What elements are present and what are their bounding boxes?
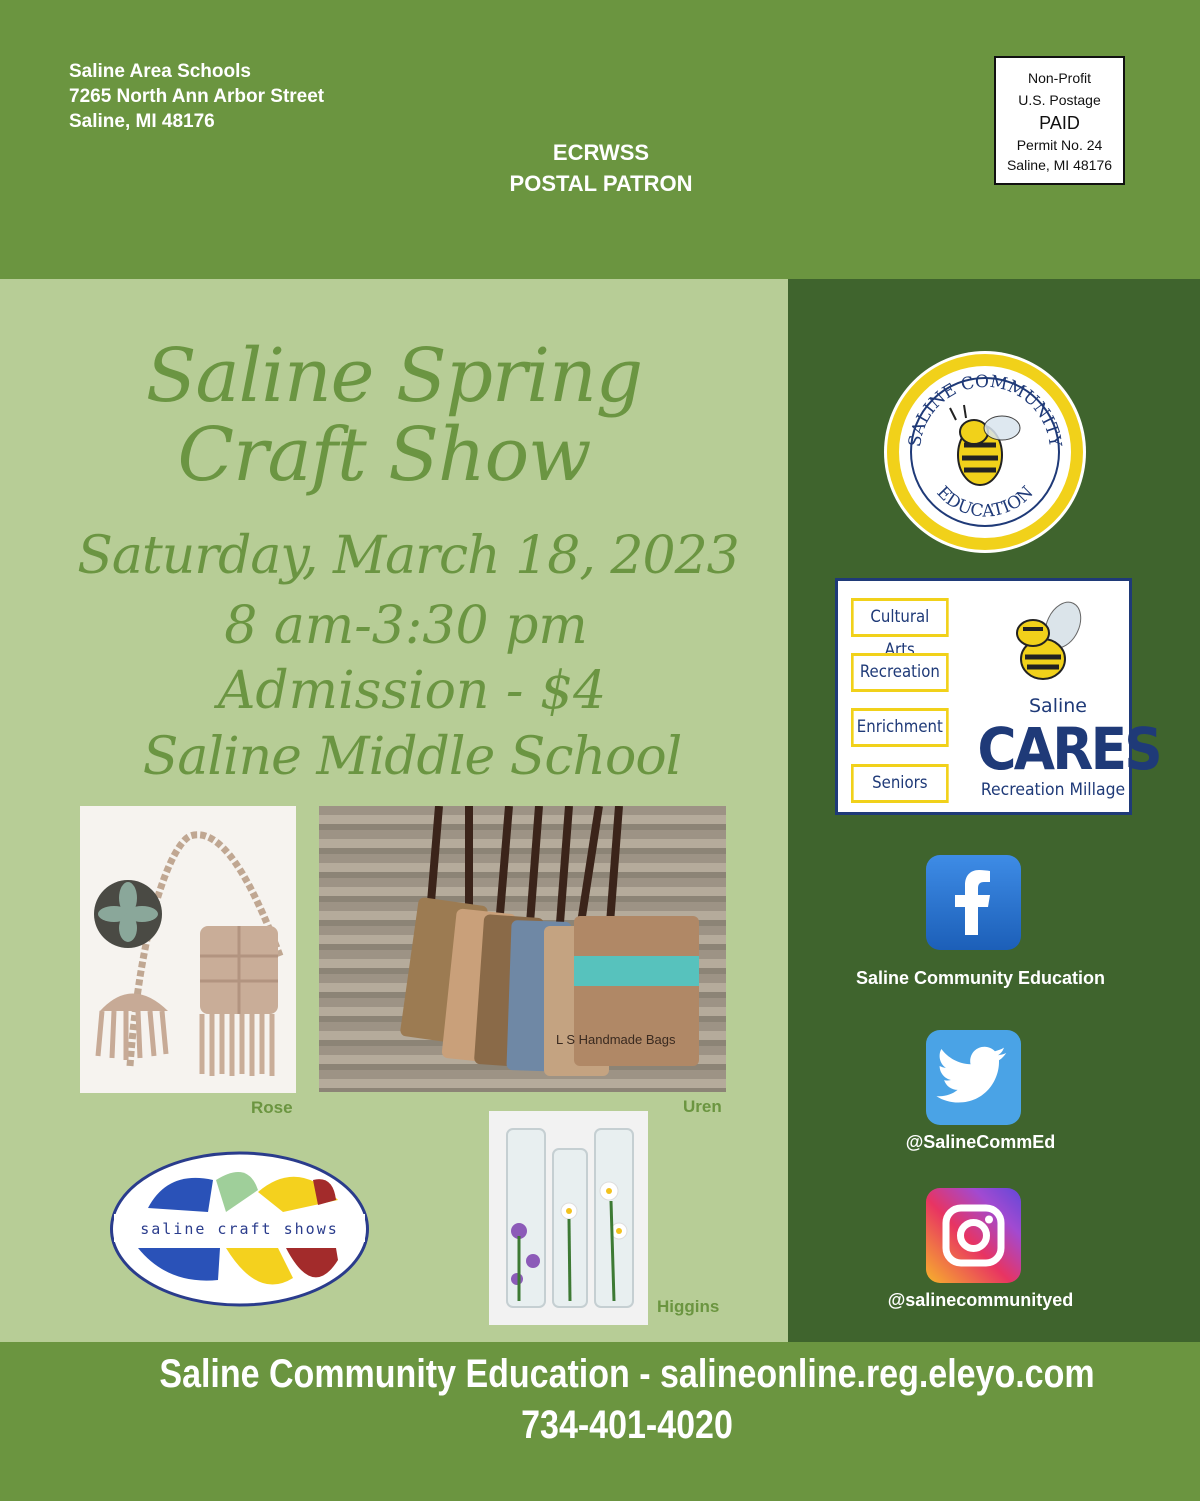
return-address [69, 59, 324, 134]
saline-cares-logo [835, 578, 1160, 815]
uren-watermark: L S Handmade Bags [556, 1032, 676, 1047]
cares-millage-label: Recreation Millage [980, 780, 1126, 800]
postage-line1: Non-Profit [1027, 70, 1092, 86]
seal-bottom-text: EDUCATION [932, 482, 1038, 522]
painted-vases-photo [489, 1111, 648, 1325]
postage-paid: PAID [1039, 113, 1080, 133]
cares-pill-enrichment: Enrichment [851, 708, 949, 747]
event-title-line1: Saline Spring [145, 333, 643, 419]
cares-pill-seniors: Seniors [851, 764, 949, 803]
instagram-icon[interactable] [926, 1188, 1021, 1283]
ecrwss-block [480, 137, 722, 199]
rose-caption: Rose [251, 1098, 293, 1117]
craft-shows-text: saline craft shows [140, 1220, 339, 1238]
cares-pill-cultural-arts: Cultural Arts [851, 598, 949, 637]
ecrwss-label: ECRWSS [552, 140, 650, 165]
community-education-seal [880, 350, 1090, 555]
macrame-bags-photo [80, 806, 296, 1093]
event-admission: Admission - $4 [217, 661, 607, 721]
return-address-line3: Saline, MI 48176 [69, 111, 215, 132]
event-date: Saturday, March 18, 2023 [77, 526, 739, 586]
facebook-label[interactable]: Saline Community Education [855, 968, 1106, 988]
postal-patron-label: POSTAL PATRON [509, 171, 693, 196]
higgins-caption: Higgins [657, 1297, 720, 1316]
postage-line2: U.S. Postage [1018, 92, 1101, 108]
twitter-icon[interactable] [926, 1030, 1021, 1125]
cares-pill-recreation: Recreation [851, 653, 949, 692]
postage-indicia [994, 56, 1125, 185]
seal-top-text: SALINE COMMUNITY [905, 371, 1065, 449]
return-address-line2: 7265 North Ann Arbor Street [69, 86, 325, 107]
cares-saline-label: Saline [1029, 695, 1087, 717]
uren-caption: Uren [683, 1097, 722, 1116]
event-location: Saline Middle School [142, 727, 682, 787]
cork-bags-photo [319, 806, 726, 1092]
event-title-line2: Craft Show [177, 412, 591, 498]
cares-wordmark: CARES [977, 715, 1160, 783]
facebook-icon[interactable] [926, 855, 1021, 950]
return-address-line1: Saline Area Schools [69, 61, 251, 82]
saline-craft-shows-logo [108, 1150, 371, 1308]
hornet-mascot-icon [1003, 599, 1093, 689]
event-time: 8 am-3:30 pm [224, 596, 588, 656]
footer-website: Saline Community Education - salineonline.reg.eleyo.com [159, 1352, 1095, 1396]
postage-permit: Permit No. 24 [1016, 137, 1103, 153]
postage-city: Saline, MI 48176 [1006, 157, 1113, 173]
footer-phone: 734-401-4020 [521, 1403, 733, 1447]
instagram-handle[interactable]: @salinecommunityed [887, 1290, 1074, 1310]
twitter-handle[interactable]: @SalineCommEd [905, 1132, 1056, 1152]
